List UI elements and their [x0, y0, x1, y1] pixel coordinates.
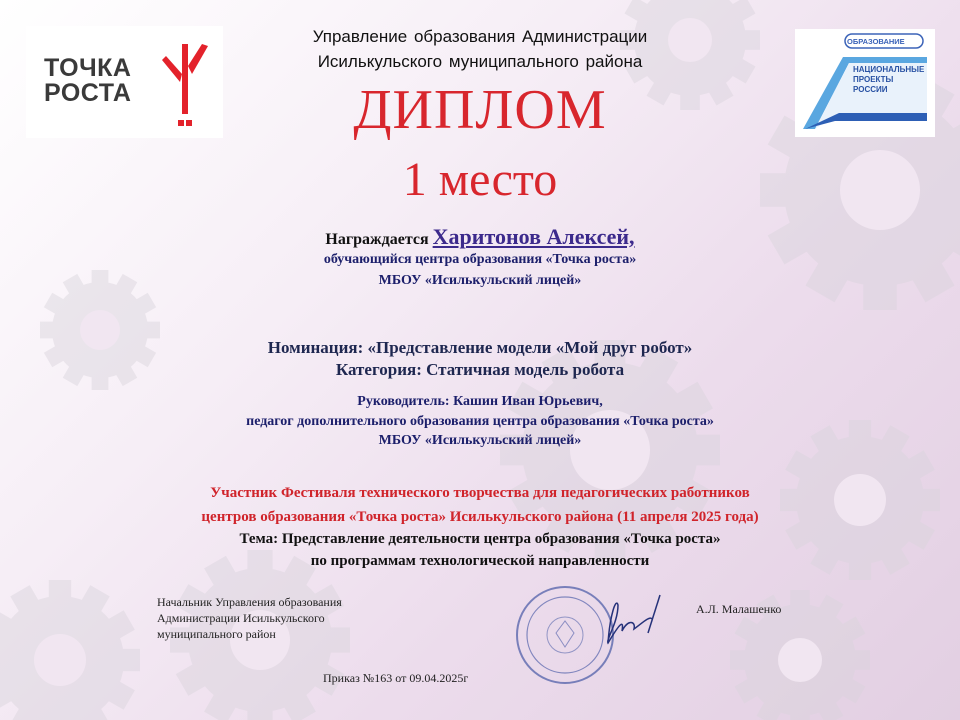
awardee-role: обучающийся центра образования «Точка роста» — [323, 252, 637, 267]
logo-text-line2: РОСТА — [44, 79, 132, 107]
nomination-line: Номинация: «Представление модели «Мой друг робот» — [267, 338, 693, 357]
supervisor-role: педагог дополнительного образования центра образования «Точка роста» — [246, 414, 714, 429]
supervisor-school: МБОУ «Исилькульский лицей» — [378, 433, 582, 448]
logo-text-line1: ТОЧКА — [44, 54, 132, 82]
order-reference: Приказ №163 от 09.04.2025г — [323, 671, 469, 685]
issuer-header — [240, 24, 720, 74]
award-prefix: Награждается — [325, 231, 429, 248]
category-line: Категория: Статичная модель робота — [335, 360, 625, 379]
awardee-school: МБОУ «Исилькульский лицей» — [378, 273, 582, 288]
festival-line-2: центров образования «Точка роста» Исилькульского района (11 апреля 2025 года) — [201, 509, 759, 525]
theme-line-2: по программам технологической направленности — [310, 553, 650, 569]
issuer-line-2: Исилькульского муниципального района — [317, 52, 643, 71]
signer-name: А.Л. Малашенко — [696, 602, 782, 616]
theme-line-1: Тема: Представление деятельности центра образования «Точка роста» — [239, 531, 721, 547]
issuer-line-1: Управление образования Администрации — [312, 27, 648, 46]
signer-position: Начальник Управления образования Администрации Исилькульского муниципального район — [157, 595, 342, 641]
place-label: 1 место — [402, 153, 558, 206]
diploma-title: ДИПЛОМ — [353, 79, 607, 141]
stamp-and-signature — [510, 575, 690, 685]
festival-line-1: Участник Фестиваля технического творчества для педагогических работников — [210, 485, 750, 501]
awardee-name: Харитонов Алексей, — [432, 224, 635, 249]
logo-main-text: НАЦИОНАЛЬНЫЕ ПРОЕКТЫ РОССИИ — [853, 65, 925, 94]
supervisor-name: Руководитель: Кашин Иван Юрьевич, — [357, 394, 603, 409]
logo-top-label: ОБРАЗОВАНИЕ — [847, 37, 905, 46]
